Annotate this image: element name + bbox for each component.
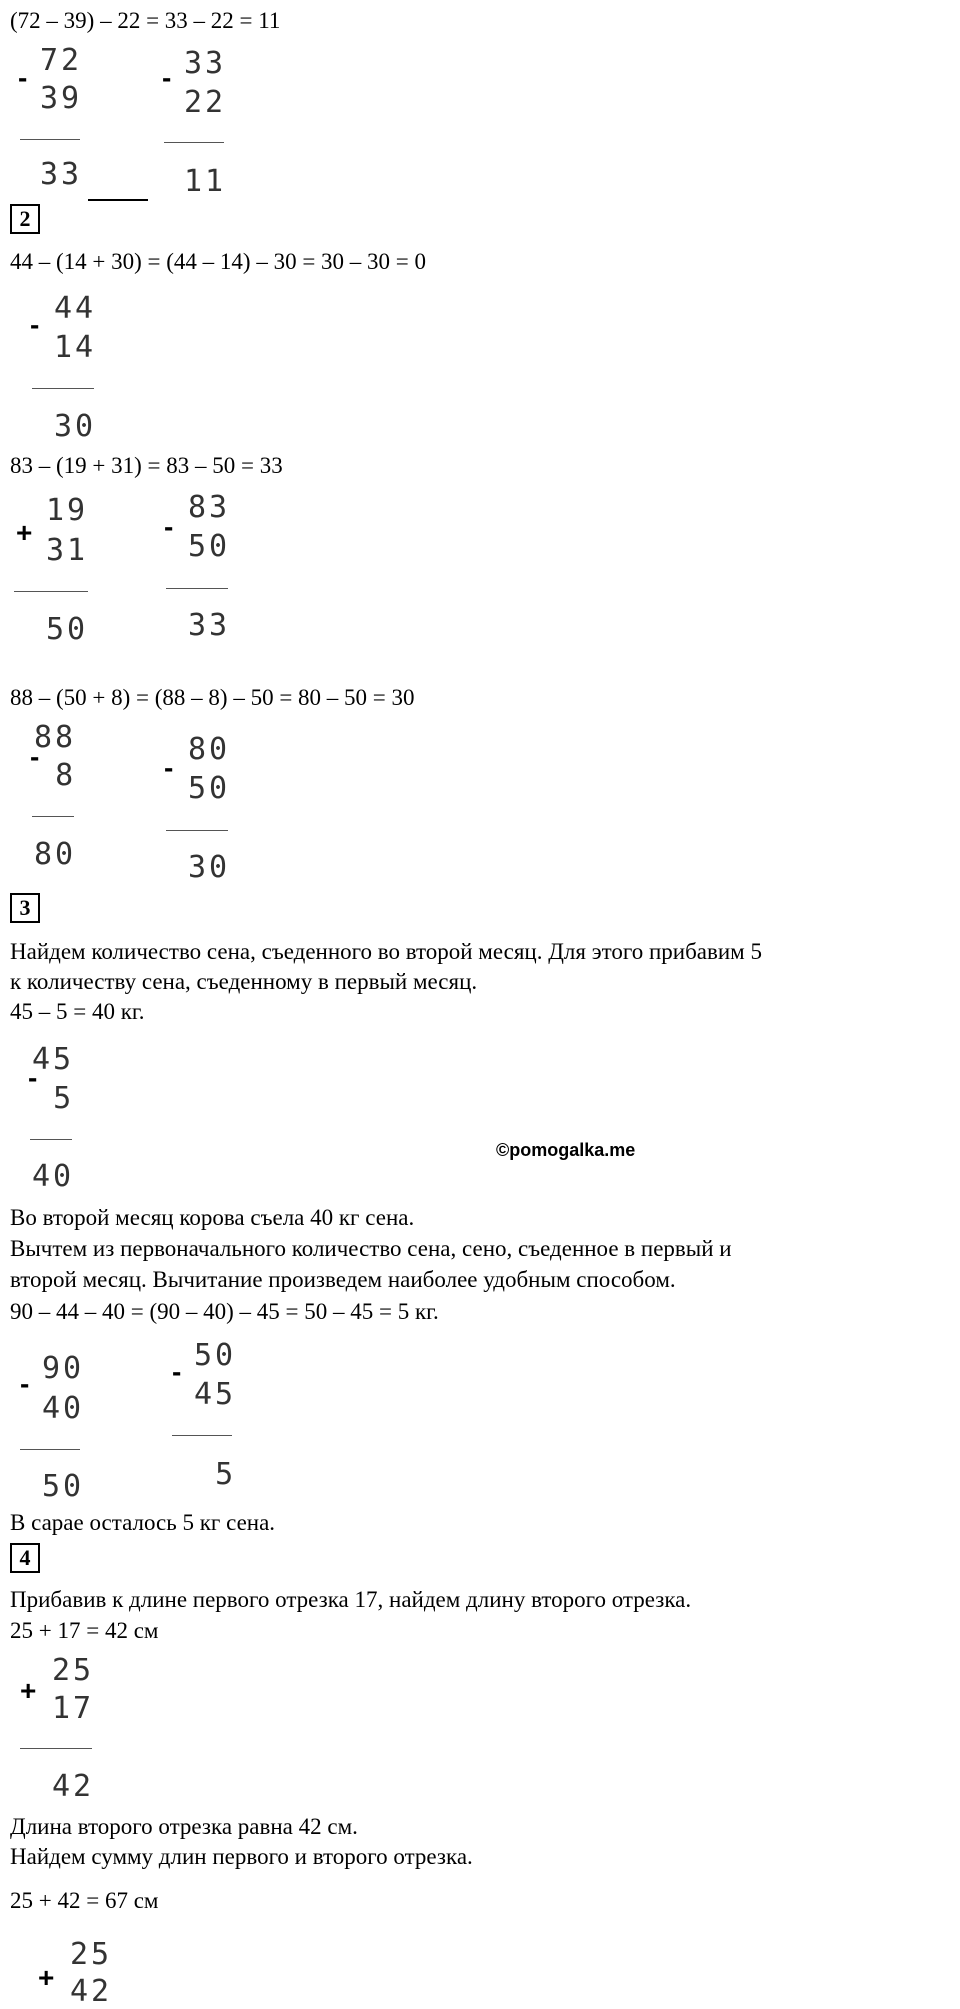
text-line: 90 – 44 – 40 = (90 – 40) – 45 = 50 – 45 = 5 кг. xyxy=(10,1299,439,1324)
result: 33 xyxy=(40,157,83,192)
result: 30 xyxy=(188,850,231,885)
subtrahend: 39 xyxy=(40,81,83,116)
result-line xyxy=(164,142,224,143)
task-number-badge: 4 xyxy=(10,1543,40,1573)
text-line: Найдем количество сена, съеденного во второй месяц. Для этого прибавим 5 xyxy=(10,939,762,964)
addend: 19 xyxy=(46,493,89,528)
addend: 25 xyxy=(70,1937,113,1972)
equation-line: 88 – (50 + 8) = (88 – 8) – 50 = 80 – 50 = 30 xyxy=(10,685,415,710)
result-line xyxy=(14,591,88,592)
result-line xyxy=(20,139,80,140)
result-line xyxy=(166,830,228,831)
equation-line: 44 – (14 + 30) = (44 – 14) – 30 = 30 – 30 = 0 xyxy=(10,249,427,274)
result: 40 xyxy=(32,1159,75,1194)
watermark: ©pomogalka.me xyxy=(496,1140,636,1160)
operator-sign: - xyxy=(28,1062,38,1093)
text-line: к количеству сена, съеденному в первый месяц. xyxy=(10,969,478,994)
result: 50 xyxy=(46,612,89,647)
equation-line: 83 – (19 + 31) = 83 – 50 = 33 xyxy=(10,453,283,478)
operator-sign: + xyxy=(38,1962,55,1993)
result: 50 xyxy=(42,1469,85,1504)
operator-sign: - xyxy=(164,752,174,783)
result: 33 xyxy=(188,608,231,643)
subtrahend: 45 xyxy=(194,1377,237,1412)
text-line: Вычтем из первоначального количество сена, сено, съеденное в первый и xyxy=(10,1236,732,1261)
text-line: Во второй месяц корова съела 40 кг сена. xyxy=(10,1205,415,1230)
subtrahend: 40 xyxy=(42,1391,85,1426)
result-line xyxy=(30,1139,72,1140)
text-line: 25 + 17 = 42 см xyxy=(10,1618,159,1643)
minuend: 44 xyxy=(54,291,97,326)
subtrahend: 5 xyxy=(53,1081,75,1116)
result: 80 xyxy=(34,837,77,872)
minuend: 33 xyxy=(184,46,227,81)
underline-mark xyxy=(88,199,148,201)
text-line: 45 – 5 = 40 кг. xyxy=(10,999,145,1024)
minuend: 50 xyxy=(194,1338,237,1373)
minuend: 72 xyxy=(40,43,83,78)
operator-sign: - xyxy=(30,741,40,772)
minuend: 83 xyxy=(188,490,231,525)
result: 30 xyxy=(54,409,97,444)
result: 42 xyxy=(52,1769,95,1804)
result-line xyxy=(172,1435,232,1436)
addend: 42 xyxy=(70,1974,113,2009)
subtrahend: 22 xyxy=(184,85,227,120)
addend: 31 xyxy=(46,533,89,568)
text-line: В сарае осталось 5 кг сена. xyxy=(10,1510,276,1535)
result-line xyxy=(20,1748,92,1749)
operator-sign: - xyxy=(164,511,174,542)
result-line xyxy=(166,588,228,589)
text-line: Прибавив к длине первого отрезка 17, найдем длину второго отрезка. xyxy=(10,1587,692,1612)
text-line: 25 + 42 = 67 см xyxy=(10,1888,159,1913)
result-line xyxy=(32,388,94,389)
minuend: 90 xyxy=(42,1351,85,1386)
minuend: 88 xyxy=(34,720,77,755)
task-number-badge: 3 xyxy=(10,893,40,923)
operator-sign: + xyxy=(20,1675,37,1706)
text-line: Найдем сумму длин первого и второго отрезка. xyxy=(10,1844,473,1869)
result-line xyxy=(20,1449,80,1450)
text-line: второй месяц. Вычитание произведем наиболее удобным способом. xyxy=(10,1267,676,1292)
operator-sign: + xyxy=(16,517,33,548)
task-number-badge: 2 xyxy=(10,204,40,234)
operator-sign: - xyxy=(20,1368,30,1399)
addend: 17 xyxy=(52,1691,95,1726)
subtrahend: 8 xyxy=(55,758,77,793)
subtrahend: 14 xyxy=(54,330,97,365)
subtrahend: 50 xyxy=(188,529,231,564)
result: 5 xyxy=(215,1457,237,1492)
equation-line: (72 – 39) – 22 = 33 – 22 = 11 xyxy=(10,8,281,33)
result-line xyxy=(32,816,74,817)
minuend: 45 xyxy=(32,1042,75,1077)
operator-sign: - xyxy=(172,1356,182,1387)
minuend: 80 xyxy=(188,732,231,767)
addend: 25 xyxy=(52,1653,95,1688)
operator-sign: - xyxy=(162,62,172,93)
text-line: Длина второго отрезка равна 42 см. xyxy=(10,1814,358,1839)
result: 11 xyxy=(184,164,227,199)
operator-sign: - xyxy=(30,309,40,340)
operator-sign: - xyxy=(18,62,28,93)
subtrahend: 50 xyxy=(188,771,231,806)
